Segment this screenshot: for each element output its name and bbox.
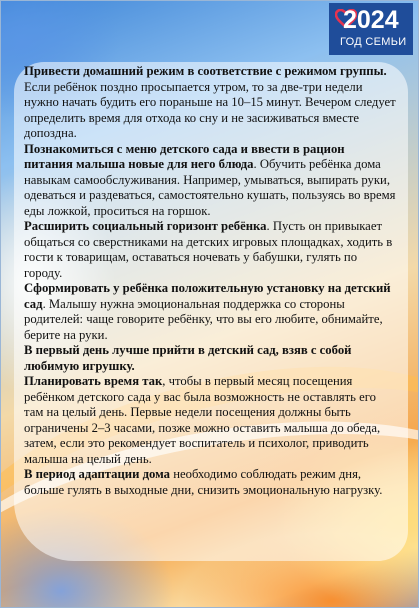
advice-body: , чтобы в первый месяц посещения ребёнком детского сада у вас была возможность не оставлять его там на целый день. Первые недели посещения должны быть ограничены 2–3 часами, позже можно оставить малыша до обеда, затем, если это рекомендует воспитатель и психолог, приводить малыша на целый день. [24,374,381,466]
advice-heading: Привести домашний режим в соответствие с режимом группы. [24,64,387,78]
logo-subtitle: ГОД СЕМЬИ [340,36,407,48]
advice-body: необходимо соблюдать режим дня, больше гулять в выходные дни, снизить эмоциональную нагрузку. [24,467,383,497]
advice-heading: Сформировать у ребёнка положительную установку на детский сад [24,281,391,311]
advice-heading: Познакомиться с меню детского сада и ввести в рацион питания малыша новые для него блюда [24,141,345,171]
advice-paragraph [24,343,396,374]
advice-body: . Пусть он привыкает общаться со сверстниками на детских игровых площадках, ходить в гости к товарищам, оставаться ночевать у бабушки, гулять по городу. [24,219,393,280]
advice-body: . Обучить ребёнка дома навыкам самообслуживания. Например, умываться, выпирать руки, одеваться и раздеваться, самостоятельно кушать, пользуясь во время еды ложкой, проситься на горшок. [24,157,396,218]
year-of-family-logo [329,3,413,55]
advice-paragraph [24,374,396,467]
advice-heading: В первый день лучше прийти в детский сад, взяв с собой любимую игрушку. [24,343,352,373]
advice-body: . Малышу нужна эмоциональная поддержка со стороны родителей: чаще говорите ребёнку, что вы его любите, обнимайте, берите на руки. [24,296,383,342]
advice-heading: Расширить социальный горизонт ребёнка [24,219,267,233]
advice-text [24,64,396,498]
logo-year: 2024 [343,6,399,34]
advice-body: Если ребёнок поздно просыпается утром, то за две-три недели нужно начать будить его пораньше на 10–15 минут. Вечером следует определить время для отхода ко сну и не засиживаться вместе допоздна. [24,79,396,140]
advice-heading: Планировать время так [24,374,163,388]
advice-paragraph [24,281,396,343]
advice-heading: В период адаптации дома [24,467,171,481]
advice-paragraph [24,64,396,142]
advice-paragraph [24,467,396,498]
advice-paragraph [24,219,396,281]
advice-paragraph [24,142,396,220]
